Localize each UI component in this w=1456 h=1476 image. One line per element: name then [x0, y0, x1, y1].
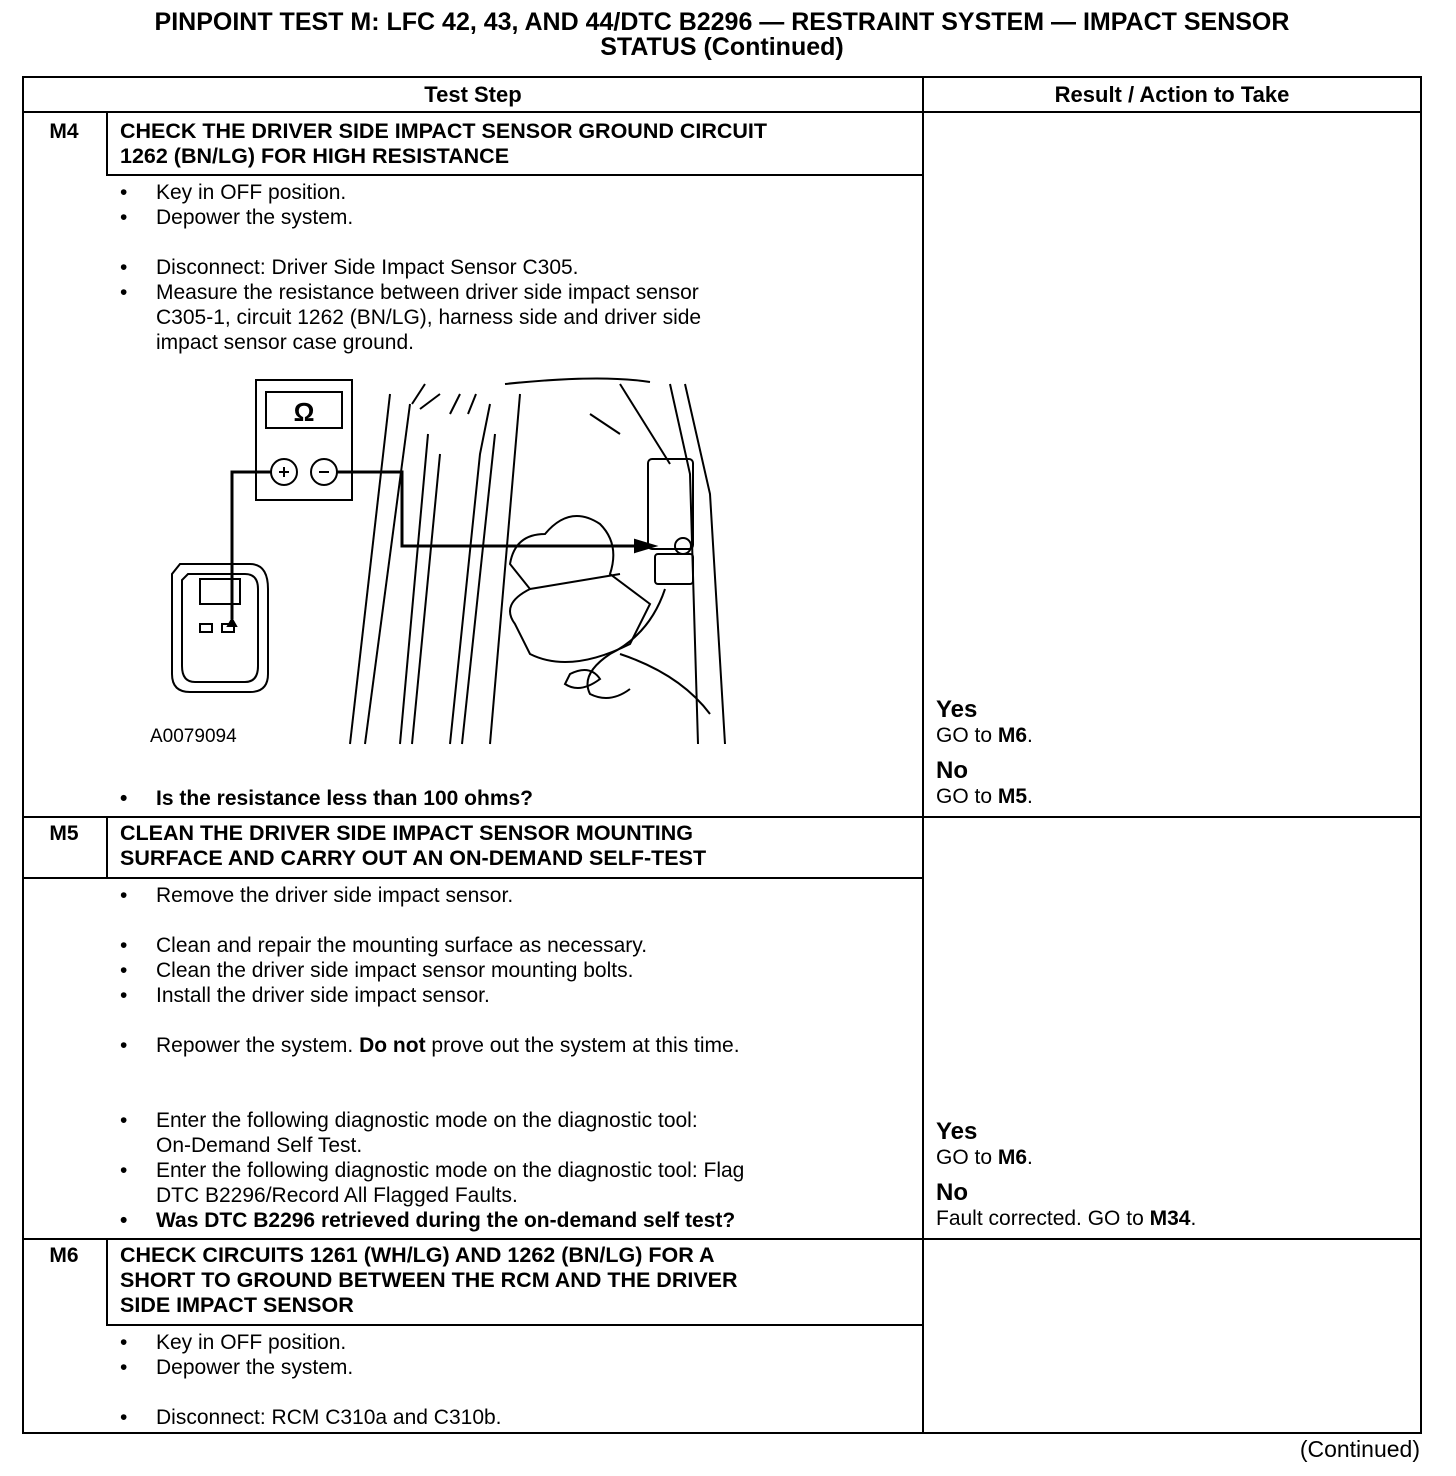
m6-id-divider: [106, 1240, 108, 1325]
step-title-m5: CLEAN THE DRIVER SIDE IMPACT SENSOR MOUNTING SURFACE AND CARRY OUT AN ON-DEMAND SELF-TEST: [120, 821, 707, 870]
m5-title-divider: [24, 877, 922, 879]
m5-no-link[interactable]: M34: [1149, 1207, 1191, 1230]
m5-row-divider: [24, 1238, 1420, 1240]
m4-id-divider: [106, 113, 108, 175]
m4-no-label: No: [936, 757, 968, 784]
m4-no-link[interactable]: M5: [997, 785, 1028, 808]
m5-yes-action: GO to M6.: [936, 1146, 1033, 1169]
m5-no-label: No: [936, 1179, 968, 1206]
step-title-m4: CHECK THE DRIVER SIDE IMPACT SENSOR GROUND CIRCUIT 1262 (BN/LG) FOR HIGH RESISTANCE: [120, 119, 768, 168]
header-result: Result / Action to Take: [1054, 82, 1290, 107]
m4-title-divider: [106, 174, 922, 176]
meter-leads: [228, 472, 655, 626]
step-title-m6: CHECK CIRCUITS 1261 (WH/LG) AND 1262 (BN/LG) FOR A SHORT TO GROUND BETWEEN THE RCM AND THE DRIVER SIDE IMPACT SENSOR: [120, 1243, 738, 1317]
m6-title-divider: [106, 1324, 922, 1326]
m5-yes-label: Yes: [936, 1118, 978, 1145]
title-line-2: STATUS (Continued): [600, 33, 844, 61]
door-frame-lines: [350, 378, 725, 744]
m4-no-action: GO to M5.: [936, 785, 1033, 808]
column-divider: [922, 78, 924, 1434]
c305-connector: [172, 564, 268, 692]
meter-connection-diagram: [150, 374, 750, 754]
continued-label: (Continued): [1299, 1436, 1420, 1462]
plus-icon: [279, 467, 289, 477]
step-id-m6: M6: [49, 1244, 79, 1267]
meter-display: Ω: [293, 397, 315, 427]
m5-id-divider: [106, 818, 108, 878]
header-test-step: Test Step: [424, 82, 522, 107]
title-line-1: PINPOINT TEST M: LFC 42, 43, AND 44/DTC B2296 — RESTRAINT SYSTEM — IMPACT SENSOR: [154, 8, 1290, 36]
figure-id: A0079094: [150, 726, 237, 747]
m5-no-action: Fault corrected. GO to M34.: [936, 1207, 1197, 1230]
header-divider: [24, 111, 1420, 113]
m5-yes-link[interactable]: M6: [997, 1146, 1028, 1169]
pinpoint-test-table: Test Step Result / Action to Take M4 CHECK THE DRIVER SIDE IMPACT SENSOR GROUND CIRCUIT 1262 (BN/LG) FOR HIGH RESISTANCE • Key in OFF position. • Depower the system. • Disconnect: Driver Side Impact Sensor C305. • Measure the resistance between driver side impact sensor C305-1, circuit 1262 (BN/LG), harness side and driver side impact sensor case ground. • Is the resistance less than 100 ohms? Yes GO to M6. No GO to M5. M5 CLEAN THE DRIVER SIDE IMPACT SENSOR MOUNTING SURFACE AND CARRY OUT AN ON-DEMAND SELF-TEST • Remove the driver side impact sensor. • Clean and repair the mounting surface as necessary. • Clean the driver side impact sensor mounting bolts. • Install the driver side impact sensor. • Repower the system. Do not prove out the system at this time. • Enter the following diagnostic mode on the diagnostic tool: On-Demand Self Test. • Enter the following diagnostic mode on the diagnostic tool: Flag DTC B2296/Record All Flagged Faults. • Was DTC B2296 retrieved during the on-demand self test? Yes GO to M6. No Fault corrected. GO to M34. M6 CHECK CIRCUITS 1261 (WH/LG) AND 1262 (BN/LG) FOR A SHORT TO GROUND BETWEEN THE RCM AND THE DRIVER SIDE IMPACT SENSOR • Key in OFF position. • Depower the system. • Disconnect: RCM C310a and C310b.: [22, 76, 1422, 1434]
m4-yes-label: Yes: [936, 696, 978, 723]
step-id-m5: M5: [49, 822, 79, 845]
m4-yes-action: GO to M6.: [936, 724, 1033, 747]
m4-row-divider: [24, 816, 1420, 818]
page-title: [0, 10, 1444, 60]
m4-yes-link[interactable]: M6: [997, 724, 1028, 747]
step-id-m4: M4: [49, 120, 79, 143]
impact-sensor: [510, 459, 710, 714]
